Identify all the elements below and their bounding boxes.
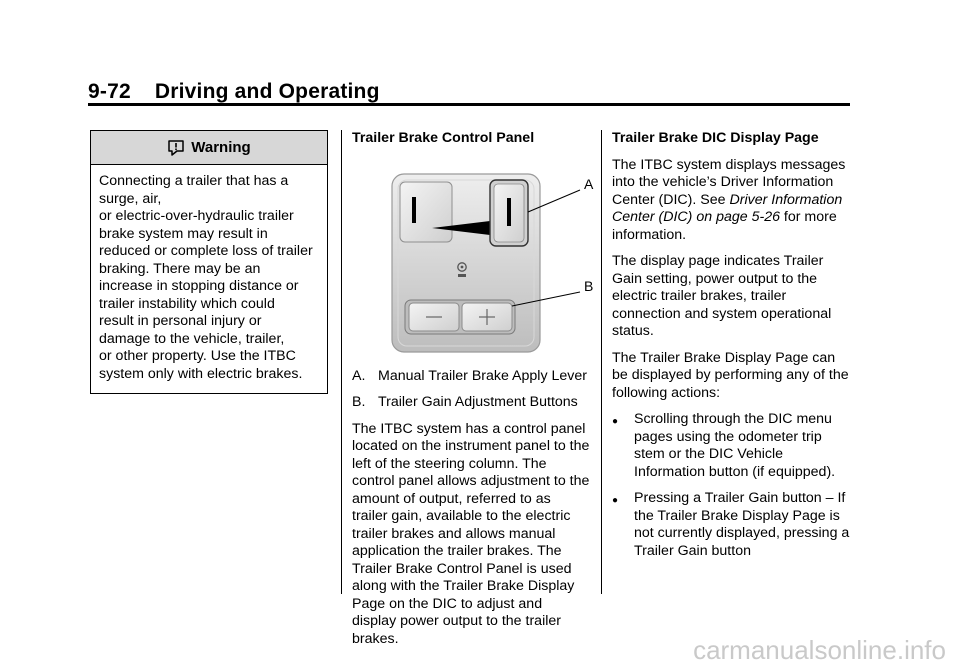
warning-text [91,165,327,393]
panel-body-paragraph: The ITBC system has a control panel located on the instrument panel to the left of the steering column. The control panel allows adjustment to the amount of output, referred to as trailer gain, available to the electric trailer brakes and allows manual application the trailer brakes. The Trailer Brake Control Panel is used along with the Trailer Brake Display Page on the DIC to adjust and display power output to the trailer brakes. [352,420,590,647]
watermark: carmanualsonline.info [693,635,946,665]
bullet-text: Pressing a Trailer Gain button – If the Trailer Brake Display Page is not currently displayed, pressing a Trailer Gain button [634,490,850,559]
warning-line: system only with electric brakes. [99,365,303,382]
column-3 [612,130,852,569]
column-divider [601,130,602,594]
panel-heading: Trailer Brake Control Panel [352,130,535,146]
dic-heading: Trailer Brake DIC Display Page [612,130,819,146]
dic-paragraph-1 [612,157,852,245]
section-title: Driving and Operating [154,80,380,103]
legend-item [352,368,590,386]
control-panel-figure [372,164,592,360]
list-item [612,490,852,560]
list-item [612,411,852,481]
warning-line: or other property. Use the ITBC [99,348,296,364]
warning-line: Connecting a trailer that has a [99,173,289,189]
callout-b-label: B [584,277,594,294]
column-divider [341,130,342,594]
warning-icon [167,139,185,157]
warning-line: result in personal injury or [99,313,262,329]
legend-letter: B. [352,394,366,410]
legend-letter: A. [352,367,366,384]
legend-item [352,394,590,412]
warning-title: Warning [191,138,251,156]
dic-page-reference-link[interactable]: Driver Information Center (DIC) on page 5-26 [612,191,843,225]
page-header [88,80,380,104]
bullet-icon: ● [612,495,619,506]
legend-text: Trailer Gain Adjustment Buttons [378,394,578,410]
warning-line: damage to the vehicle, trailer, [99,330,285,347]
control-panel-illustration [372,164,592,360]
left-lever-button [400,182,452,242]
warning-line: trailer instability which could [99,295,275,312]
warning-line: reduced or complete loss of trailer [99,243,313,259]
bullet-text: Scrolling through the DIC menu pages using the odometer trip stem or the DIC Vehicle Information button (if equipped). [634,411,836,480]
legend-text: Manual Trailer Brake Apply Lever [378,367,587,384]
warning-line: increase in stopping distance or [99,278,299,294]
warning-box [90,130,328,394]
warning-line: surge, air, [99,190,162,207]
dic-paragraph-1-text: The ITBC system displays messages into the vehicle’s Driver Information Center (DIC). See [612,156,846,208]
header-rule [88,103,850,106]
warning-line: braking. There may be an [99,260,261,277]
page-number: 9-72 [88,80,131,103]
column-2 [352,130,594,657]
dic-paragraph-2: The display page indicates Trailer Gain setting, power output to the electric trailer brakes, trailer connection and system operational status. [612,253,832,339]
warning-header [91,131,327,165]
bullet-icon: ● [612,416,619,427]
warning-line: brake system may result in [99,225,268,242]
dic-paragraph-1-end: for more information. [612,209,837,243]
warning-line: or electric-over-hydraulic trailer [99,208,294,224]
dic-paragraph-3: The Trailer Brake Display Page can be displayed by performing any of the following actions: [612,349,849,401]
column-1 [90,130,328,394]
callout-a-label: A [584,175,594,192]
